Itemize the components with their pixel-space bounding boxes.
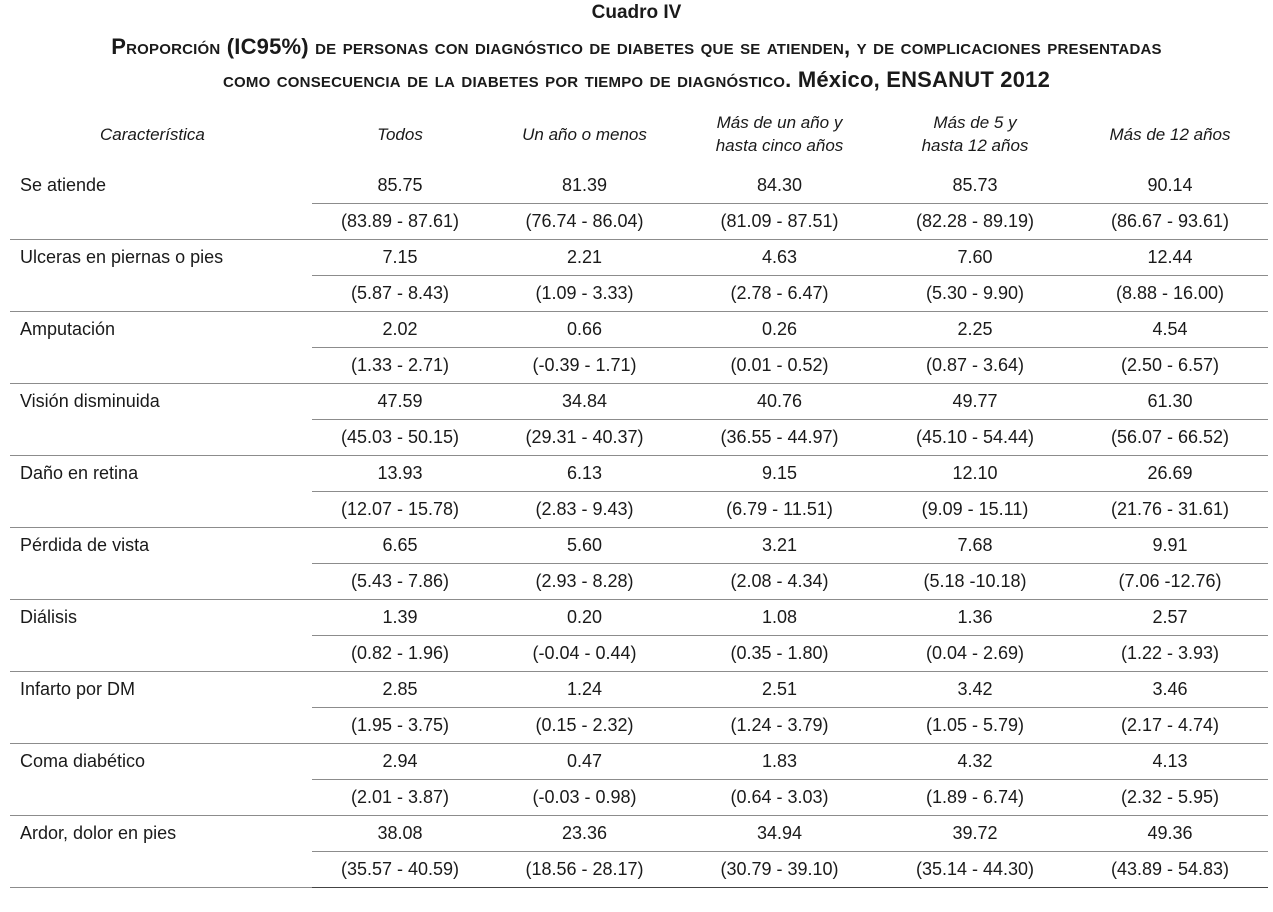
ci-cell-cinco-doce: (1.05 - 5.79) (878, 708, 1072, 744)
value-cell-un-ano: 2.21 (488, 240, 681, 276)
title-line-2-suffix: México, ENSANUT 2012 (797, 67, 1051, 92)
row-label: Coma diabético (10, 744, 312, 816)
table-row (10, 528, 1268, 564)
value-cell-todos: 38.08 (312, 816, 488, 852)
ci-cell-cinco-doce: (0.04 - 2.69) (878, 636, 1072, 672)
table-row (10, 600, 1268, 636)
value-cell-doce: 2.57 (1072, 600, 1268, 636)
table-row (10, 312, 1268, 348)
value-cell-uno-cinco: 3.21 (681, 528, 878, 564)
ci-cell-un-ano: (76.74 - 86.04) (488, 204, 681, 240)
header-todos: Todos (377, 124, 423, 144)
header-cinco-doce: Más de 5 y hasta 12 años (921, 113, 1029, 155)
ci-cell-doce: (86.67 - 93.61) (1072, 204, 1268, 240)
value-cell-uno-cinco: 4.63 (681, 240, 878, 276)
ci-cell-un-ano: (1.09 - 3.33) (488, 276, 681, 312)
ci-cell-doce: (8.88 - 16.00) (1072, 276, 1268, 312)
table-body (10, 168, 1268, 888)
value-cell-todos: 2.85 (312, 672, 488, 708)
ci-cell-uno-cinco: (1.24 - 3.79) (681, 708, 878, 744)
ci-cell-un-ano: (-0.03 - 0.98) (488, 780, 681, 816)
header-caracteristica: Característica (100, 124, 205, 144)
ci-cell-todos: (83.89 - 87.61) (312, 204, 488, 240)
value-cell-uno-cinco: 2.51 (681, 672, 878, 708)
value-cell-doce: 3.46 (1072, 672, 1268, 708)
value-cell-un-ano: 34.84 (488, 384, 681, 420)
ci-cell-uno-cinco: (2.08 - 4.34) (681, 564, 878, 600)
value-cell-uno-cinco: 34.94 (681, 816, 878, 852)
value-cell-doce: 26.69 (1072, 456, 1268, 492)
value-cell-un-ano: 6.13 (488, 456, 681, 492)
data-table (10, 100, 1268, 888)
value-cell-un-ano: 0.66 (488, 312, 681, 348)
row-label: Infarto por DM (10, 672, 312, 744)
header-row (10, 100, 1268, 168)
ci-cell-todos: (35.57 - 40.59) (312, 852, 488, 888)
value-cell-cinco-doce: 12.10 (878, 456, 1072, 492)
table-row (10, 672, 1268, 708)
value-cell-un-ano: 81.39 (488, 168, 681, 204)
ci-cell-cinco-doce: (0.87 - 3.64) (878, 348, 1072, 384)
table-row (10, 744, 1268, 780)
ci-cell-uno-cinco: (2.78 - 6.47) (681, 276, 878, 312)
value-cell-doce: 9.91 (1072, 528, 1268, 564)
value-cell-doce: 90.14 (1072, 168, 1268, 204)
ci-cell-doce: (7.06 -12.76) (1072, 564, 1268, 600)
ci-cell-cinco-doce: (82.28 - 89.19) (878, 204, 1072, 240)
value-cell-cinco-doce: 4.32 (878, 744, 1072, 780)
row-label: Daño en retina (10, 456, 312, 528)
value-cell-doce: 4.54 (1072, 312, 1268, 348)
header-un-ano: Un año o menos (522, 124, 647, 144)
value-cell-cinco-doce: 2.25 (878, 312, 1072, 348)
value-cell-un-ano: 23.36 (488, 816, 681, 852)
ci-cell-todos: (12.07 - 15.78) (312, 492, 488, 528)
value-cell-uno-cinco: 40.76 (681, 384, 878, 420)
table-row (10, 240, 1268, 276)
value-cell-un-ano: 0.47 (488, 744, 681, 780)
table-row (10, 816, 1268, 852)
ci-cell-doce: (43.89 - 54.83) (1072, 852, 1268, 888)
value-cell-cinco-doce: 85.73 (878, 168, 1072, 204)
value-cell-cinco-doce: 49.77 (878, 384, 1072, 420)
value-cell-doce: 4.13 (1072, 744, 1268, 780)
ci-cell-uno-cinco: (6.79 - 11.51) (681, 492, 878, 528)
ci-cell-uno-cinco: (0.35 - 1.80) (681, 636, 878, 672)
value-cell-un-ano: 0.20 (488, 600, 681, 636)
value-cell-cinco-doce: 3.42 (878, 672, 1072, 708)
value-cell-doce: 61.30 (1072, 384, 1268, 420)
row-label: Ardor, dolor en pies (10, 816, 312, 888)
header-doce: Más de 12 años (1109, 124, 1231, 144)
value-cell-un-ano: 1.24 (488, 672, 681, 708)
ci-cell-doce: (21.76 - 31.61) (1072, 492, 1268, 528)
ci-cell-doce: (1.22 - 3.93) (1072, 636, 1268, 672)
value-cell-doce: 12.44 (1072, 240, 1268, 276)
ci-cell-cinco-doce: (5.30 - 9.90) (878, 276, 1072, 312)
ci-cell-todos: (1.33 - 2.71) (312, 348, 488, 384)
row-label: Pérdida de vista (10, 528, 312, 600)
ci-cell-doce: (2.50 - 6.57) (1072, 348, 1268, 384)
ci-cell-uno-cinco: (30.79 - 39.10) (681, 852, 878, 888)
value-cell-todos: 13.93 (312, 456, 488, 492)
value-cell-cinco-doce: 1.36 (878, 600, 1072, 636)
value-cell-uno-cinco: 1.08 (681, 600, 878, 636)
ci-cell-todos: (1.95 - 3.75) (312, 708, 488, 744)
table-title (0, 30, 1273, 96)
title-line-2-text: como consecuencia de la diabetes por tiempo de diagnóstico. (222, 67, 792, 92)
ci-cell-doce: (2.32 - 5.95) (1072, 780, 1268, 816)
table-caption: Cuadro IV (591, 2, 682, 23)
value-cell-cinco-doce: 39.72 (878, 816, 1072, 852)
ci-cell-doce: (56.07 - 66.52) (1072, 420, 1268, 456)
value-cell-todos: 2.94 (312, 744, 488, 780)
row-label: Diálisis (10, 600, 312, 672)
ci-cell-uno-cinco: (81.09 - 87.51) (681, 204, 878, 240)
value-cell-uno-cinco: 1.83 (681, 744, 878, 780)
value-cell-uno-cinco: 9.15 (681, 456, 878, 492)
ci-cell-todos: (0.82 - 1.96) (312, 636, 488, 672)
ci-cell-cinco-doce: (1.89 - 6.74) (878, 780, 1072, 816)
value-cell-todos: 7.15 (312, 240, 488, 276)
title-line-1: Proporción (IC95%) de personas con diagnóstico de diabetes que se atienden, y de complicaciones presentadas (111, 34, 1162, 59)
ci-cell-uno-cinco: (0.01 - 0.52) (681, 348, 878, 384)
header-uno-cinco: Más de un año y hasta cinco años (715, 113, 844, 155)
table-row (10, 456, 1268, 492)
ci-cell-todos: (5.87 - 8.43) (312, 276, 488, 312)
ci-cell-un-ano: (-0.04 - 0.44) (488, 636, 681, 672)
ci-cell-todos: (2.01 - 3.87) (312, 780, 488, 816)
table-row (10, 168, 1268, 204)
value-cell-uno-cinco: 0.26 (681, 312, 878, 348)
table-row (10, 384, 1268, 420)
ci-cell-un-ano: (0.15 - 2.32) (488, 708, 681, 744)
ci-cell-uno-cinco: (36.55 - 44.97) (681, 420, 878, 456)
row-label: Visión disminuida (10, 384, 312, 456)
value-cell-todos: 2.02 (312, 312, 488, 348)
value-cell-todos: 6.65 (312, 528, 488, 564)
ci-cell-un-ano: (29.31 - 40.37) (488, 420, 681, 456)
value-cell-todos: 1.39 (312, 600, 488, 636)
value-cell-cinco-doce: 7.60 (878, 240, 1072, 276)
ci-cell-cinco-doce: (9.09 - 15.11) (878, 492, 1072, 528)
ci-cell-uno-cinco: (0.64 - 3.03) (681, 780, 878, 816)
ci-cell-doce: (2.17 - 4.74) (1072, 708, 1268, 744)
ci-cell-cinco-doce: (5.18 -10.18) (878, 564, 1072, 600)
row-label: Amputación (10, 312, 312, 384)
value-cell-todos: 85.75 (312, 168, 488, 204)
ci-cell-todos: (45.03 - 50.15) (312, 420, 488, 456)
row-label: Ulceras en piernas o pies (10, 240, 312, 312)
value-cell-cinco-doce: 7.68 (878, 528, 1072, 564)
title-line-2 (0, 63, 1273, 96)
ci-cell-un-ano: (18.56 - 28.17) (488, 852, 681, 888)
value-cell-doce: 49.36 (1072, 816, 1268, 852)
ci-cell-un-ano: (-0.39 - 1.71) (488, 348, 681, 384)
value-cell-todos: 47.59 (312, 384, 488, 420)
ci-cell-cinco-doce: (35.14 - 44.30) (878, 852, 1072, 888)
value-cell-uno-cinco: 84.30 (681, 168, 878, 204)
row-label: Se atiende (10, 168, 312, 240)
ci-cell-cinco-doce: (45.10 - 54.44) (878, 420, 1072, 456)
ci-cell-todos: (5.43 - 7.86) (312, 564, 488, 600)
ci-cell-un-ano: (2.83 - 9.43) (488, 492, 681, 528)
value-cell-un-ano: 5.60 (488, 528, 681, 564)
ci-cell-un-ano: (2.93 - 8.28) (488, 564, 681, 600)
